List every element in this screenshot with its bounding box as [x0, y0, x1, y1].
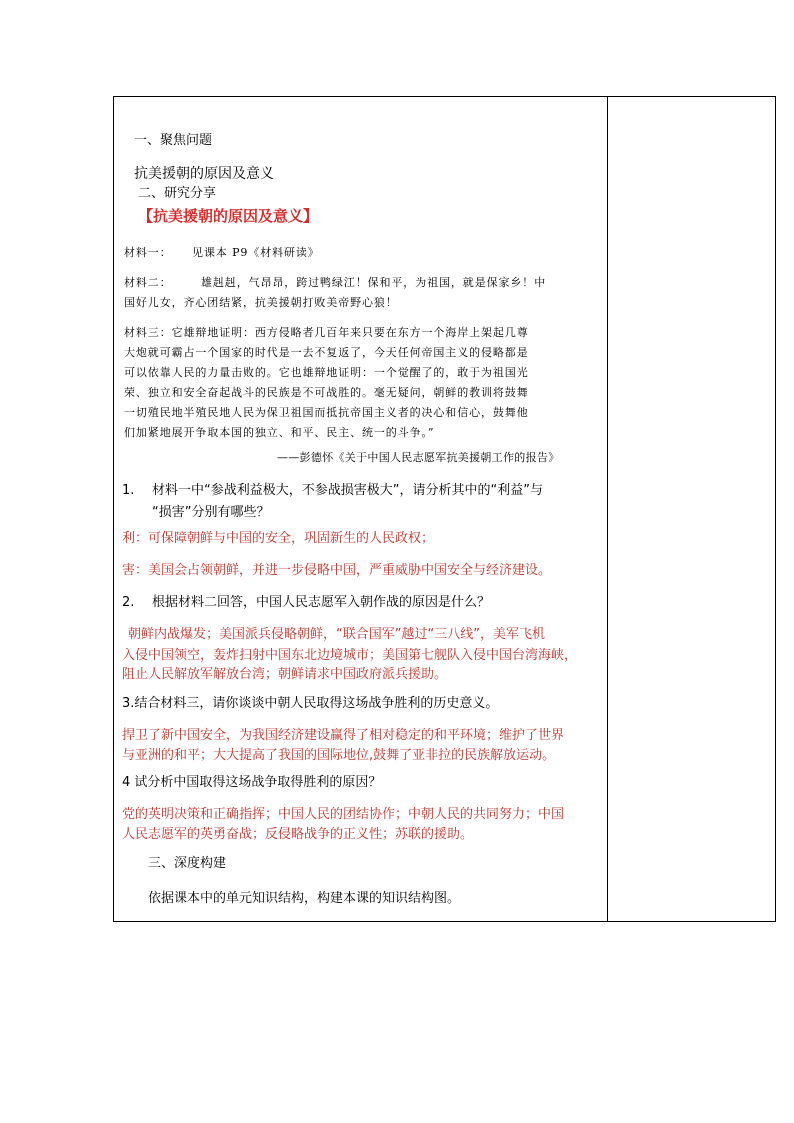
material1-text: 见课本 P9《材料研读》 [192, 246, 320, 259]
question3-text: 3.结合材料三，请你谈谈中朝人民取得这场战争胜利的历史意义。 [122, 696, 499, 711]
section2-red-title: 【抗美援朝的原因及意义】 [138, 207, 319, 225]
material3-line: 荣、独立和安全奋起战斗的民族是不可战胜的。毫无疑问，朝鲜的教训将鼓舞 [124, 386, 529, 399]
question3-answer: 与亚洲的和平；大大提高了我国的国际地位,鼓舞了亚非拉的民族解放运动。 [122, 748, 556, 763]
lesson-table [113, 96, 776, 922]
question2-answer: 朝鲜内战爆发；美国派兵侵略朝鲜，“联合国军”越过“三八线”，美军飞机 [128, 627, 545, 642]
question4-text: 4 试分析中国取得这场战争取得胜利的原因？ [122, 775, 382, 790]
section1-topic: 抗美援朝的原因及意义 [134, 166, 274, 182]
material2-line: 国好儿女，齐心团结紧，抗美援朝打败美帝野心狼！ [124, 296, 398, 309]
material3-line: 们加紧地展开争取本国的独立、和平、民主、统一的斗争。” [124, 426, 435, 439]
column-divider [607, 97, 608, 921]
main-column [114, 97, 607, 921]
question1-answer-benefit: 利：可保障朝鲜与中国的安全，巩固新生的人民政权； [122, 531, 435, 546]
question2-answer: 入侵中国领空，轰炸扫射中国东北边境城市；美国第七舰队入侵中国台湾海峡， [122, 648, 578, 663]
question3-answer: 捍卫了新中国安全，为我国经济建设赢得了相对稳定的和平环境；维护了世界 [122, 728, 565, 743]
material3-line: 材料三：它雄辩地证明：西方侵略者几百年来只要在东方一个海岸上架起几尊 [124, 326, 529, 339]
material3-line: 一切殖民地半殖民地人民为保卫祖国而抵抗帝国主义者的决心和信心，鼓舞他 [124, 406, 529, 419]
section2-heading: 二、研究分享 [138, 186, 217, 201]
question1-text: “损害”分别有哪些？ [152, 505, 270, 520]
question1-number: 1. [122, 483, 135, 498]
material3-source: ——彭德怀《关于中国人民志愿军抗美援朝工作的报告》 [277, 451, 560, 464]
question1-answer-harm: 害：美国会占领朝鲜，并进一步侵略中国，严重威胁中国安全与经济建设。 [122, 563, 552, 578]
question1-text: 材料一中“参战利益极大，不参战损害极大”，请分析其中的“利益”与 [152, 483, 543, 498]
material2-label: 材料二： [124, 276, 172, 289]
section3-instruction: 依据课本中的单元知识结构，构建本课的知识结构图。 [148, 891, 461, 906]
material3-line: 大炮就可霸占一个国家的时代是一去不复返了，今天任何帝国主义的侵略都是 [124, 346, 529, 359]
question2-answer: 阻止人民解放军解放台湾；朝鲜请求中国政府派兵援助。 [122, 667, 448, 682]
question2-number: 2. [122, 595, 135, 610]
question4-answer: 人民志愿军的英勇奋战；反侵略战争的正义性；苏联的援助。 [122, 827, 474, 842]
material2-line: 雄赳赳，气昂昂，跨过鸭绿江！保和平，为祖国，就是保家乡！中 [201, 276, 547, 289]
question4-answer: 党的英明决策和正确指挥；中国人民的团结协作；中朝人民的共同努力；中国 [122, 807, 565, 822]
section3-heading: 三、深度构建 [148, 856, 227, 871]
section1-heading: 一、聚焦问题 [134, 133, 213, 148]
question2-text: 根据材料二回答，中国人民志愿军入朝作战的原因是什么？ [152, 595, 491, 610]
material1-label: 材料一： [124, 246, 172, 259]
material3-line: 可以依靠人民的力量击败的。它也雄辩地证明：一个觉醒了的，敢于为祖国光 [124, 366, 529, 379]
